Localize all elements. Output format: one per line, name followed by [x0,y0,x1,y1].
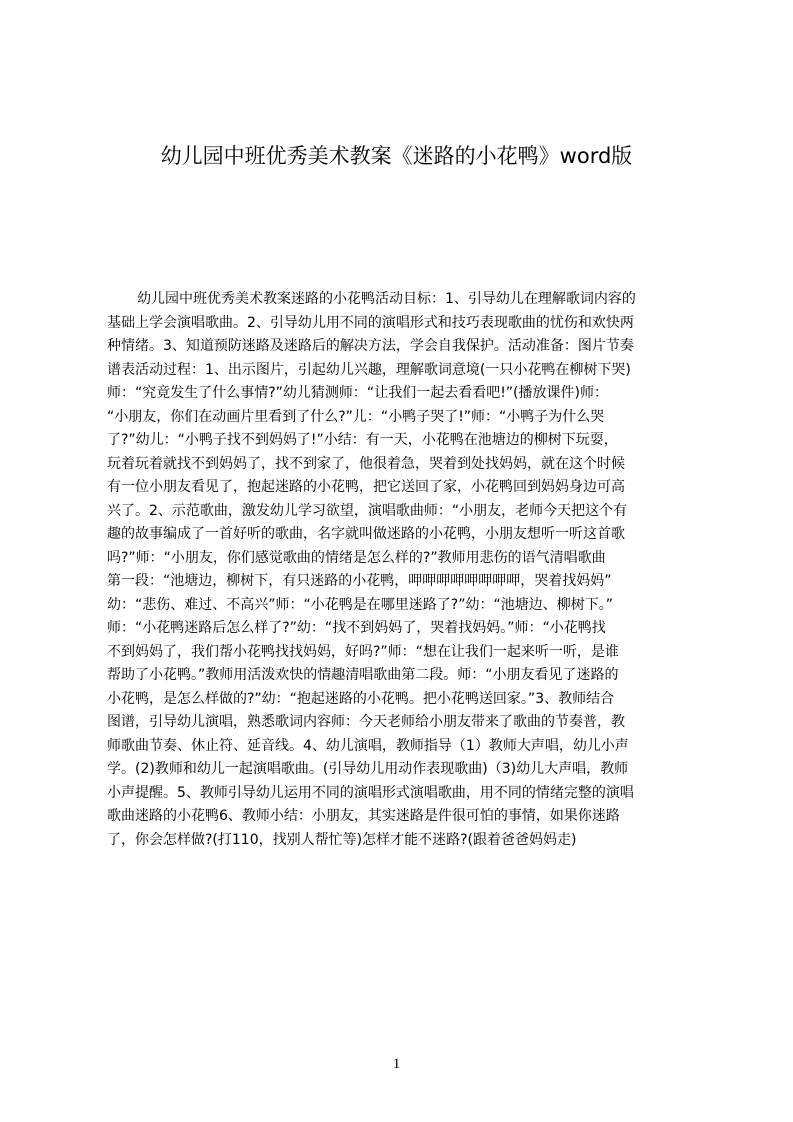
body-line: 有一位小朋友看见了，抱起迷路的小花鸭，把它送回了家，小花鸭回到妈妈身边可高 [107,479,625,495]
body-line: 吗?”师：“小朋友，你们感觉歌曲的情绪是怎么样的?”教师用悲伤的语气清唱歌曲 [107,549,606,566]
body-line: 歌曲迷路的小花鸭6、教师小结：小朋友，其实迷路是件很可怕的事情，如果你迷路 [107,808,620,824]
body-line: 了，你会怎样做?(打110，找别人帮忙等)怎样才能不迷路?(跟着爸爸妈妈走) [107,831,577,848]
body-line: 基础上学会演唱歌曲。2、引导幼儿用不同的演唱形式和技巧表现歌曲的忧伤和欢快两 [107,314,634,331]
body-line: 图谱，引导幼儿演唱，熟悉歌词内容师：今天老师给小朋友带来了歌曲的节奏普，教 [107,714,625,730]
page-number: 1 [392,1056,401,1072]
body-line: 了?”幼儿：“小鸭子找不到妈妈了!”小结：有一天，小花鸭在池塘边的柳树下玩耍， [107,432,618,448]
body-line: 第一段：“池塘边，柳树下，有只迷路的小花鸭，呷呷呷呷呷呷呷呷，哭着找妈妈” [107,573,612,589]
body-line: 学。(2)教师和幼儿一起演唱歌曲。(引导幼儿用动作表现歌曲)（3)幼儿大声唱，教师 [107,761,629,777]
body-line: 兴了。2、示范歌曲，激发幼儿学习欲望，演唱歌曲师：“小朋友，老师今天把这个有 [107,502,628,519]
body-line: 小声提醒。5、教师引导幼儿运用不同的演唱形式演唱歌曲，用不同的情绪完整的演唱 [107,784,634,801]
body-line: 师歌曲节奏、休止符、延音线。4、幼儿演唱，教师指导（1）教师大声唱，幼儿小声 [107,737,629,754]
body-line: 谱表活动过程：1、出示图片，引起幼儿兴趣，理解歌词意境(一只小花鸭在柳树下哭) [107,361,631,378]
body-line: 不到妈妈了，我们帮小花鸭找找妈妈，好吗?”师：“想在让我们一起来听一听，是谁 [107,643,619,660]
body-line: 帮助了小花鸭。”教师用活泼欢快的情趣清唱歌曲第二段。师：“小朋友看见了迷路的 [107,667,619,683]
body-line: 种情绪。3、知道预防迷路及迷路后的解决方法，学会自我保护。活动准备：图片节奏 [107,338,634,354]
body-line: 玩着玩着就找不到妈妈了，找不到家了，他很着急，哭着到处找妈妈，就在这个时候 [107,455,625,472]
body-line: “小朋友，你们在动画片里看到了什么?”儿：“小鸭子哭了!”师：“小鸭子为什么哭 [107,408,605,425]
body-line: 师：“究竟发生了什么事情?”幼儿猜测师：“让我们一起去看看吧!”(播放课件)师： [107,385,608,401]
document-title: 幼儿园中班优秀美术教案《迷路的小花鸭》word版 [160,144,633,168]
document-body [107,288,697,852]
body-line: 幼：“悲伤、难过、不高兴”师：“小花鸭是在哪里迷路了?”幼：“池塘边、柳树下。” [107,596,613,613]
body-line: 幼儿园中班优秀美术教案迷路的小花鸭活动目标：1、引导幼儿在理解歌词内容的 [137,291,636,307]
body-line: 小花鸭，是怎么样做的?”幼：“抱起迷路的小花鸭。把小花鸭送回家。”3、教师结合 [107,690,615,707]
body-line: 师：“小花鸭迷路后怎么样了?”幼：“找不到妈妈了，哭着找妈妈。”师：“小花鸭找 [107,620,606,636]
body-line: 趣的故事编成了一首好听的歌曲，名字就叫做迷路的小花鸭，小朋友想听一听这首歌 [107,526,625,542]
